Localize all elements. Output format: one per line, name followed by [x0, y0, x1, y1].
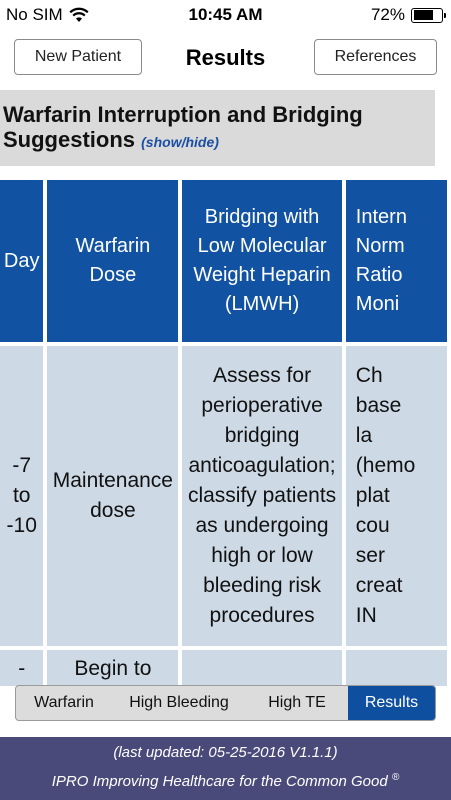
- header-inr-monitoring: [346, 180, 447, 342]
- tab-results[interactable]: Results: [348, 686, 435, 720]
- tab-high-te[interactable]: High TE: [268, 694, 326, 711]
- cell-dose: Maintenance dose: [47, 346, 178, 646]
- cell-inr: [346, 650, 447, 686]
- cell-bridging: [182, 650, 341, 686]
- footer-tagline: [0, 772, 451, 790]
- table-header-row: [0, 180, 447, 342]
- status-right: [371, 5, 443, 25]
- new-patient-button[interactable]: New Patient: [14, 39, 142, 75]
- tagline-text: IPRO Improving Healthcare for the Common Good: [51, 773, 388, 790]
- status-time: 10:45 AM: [188, 5, 263, 24]
- table-row: [0, 346, 447, 646]
- footer: [0, 737, 451, 800]
- header-warfarin-dose: Warfarin Dose: [47, 180, 178, 342]
- table-row: [0, 650, 447, 686]
- registered-mark: ®: [391, 772, 400, 783]
- results-table: [0, 176, 451, 686]
- carrier-label: No SIM: [6, 5, 63, 24]
- header-inr-line2: Norm: [355, 235, 405, 257]
- cell-inr: [346, 346, 447, 646]
- cell-day: -: [0, 650, 43, 686]
- header-inr-line1: Intern: [355, 206, 407, 228]
- battery-percent: 72%: [370, 5, 405, 24]
- page-title: Results: [185, 45, 266, 70]
- header-bridging-lmwh: Bridging with Low Molecular Weight Heparin (LMWH): [182, 180, 341, 342]
- show-hide-link[interactable]: (show/hide): [141, 134, 219, 150]
- header-inr-line4: Moni: [355, 293, 400, 315]
- references-button[interactable]: References: [314, 39, 437, 75]
- last-updated-text: (last updated: 05-25-2016 V1.1.1): [113, 744, 338, 761]
- cell-day: -7 to -10: [0, 346, 43, 646]
- status-bar: [0, 0, 451, 30]
- cell-bridging: Assess for perioperative bridging anticoagulation; classify patients as undergoing high or low bleeding risk procedures: [182, 346, 341, 646]
- section-title-text: Warfarin Interruption and Bridging Suggestions: [3, 102, 363, 152]
- results-table-scroll[interactable]: [0, 176, 451, 686]
- cell-inr-text: Ch base la (hemo plat cou ser creat IN: [355, 364, 416, 627]
- header-day: Day: [0, 180, 43, 342]
- section-header: [0, 90, 435, 166]
- tab-warfarin[interactable]: Warfarin: [34, 694, 94, 711]
- section-title: [3, 102, 435, 155]
- nav-bar: [0, 30, 451, 84]
- header-inr-line3: Ratio: [355, 264, 403, 286]
- cell-dose: Begin to: [47, 650, 178, 686]
- tab-high-bleeding[interactable]: High Bleeding: [129, 694, 229, 711]
- battery-fill: [414, 10, 433, 20]
- tab-segmented-control: [15, 685, 436, 721]
- battery-icon: [411, 8, 443, 23]
